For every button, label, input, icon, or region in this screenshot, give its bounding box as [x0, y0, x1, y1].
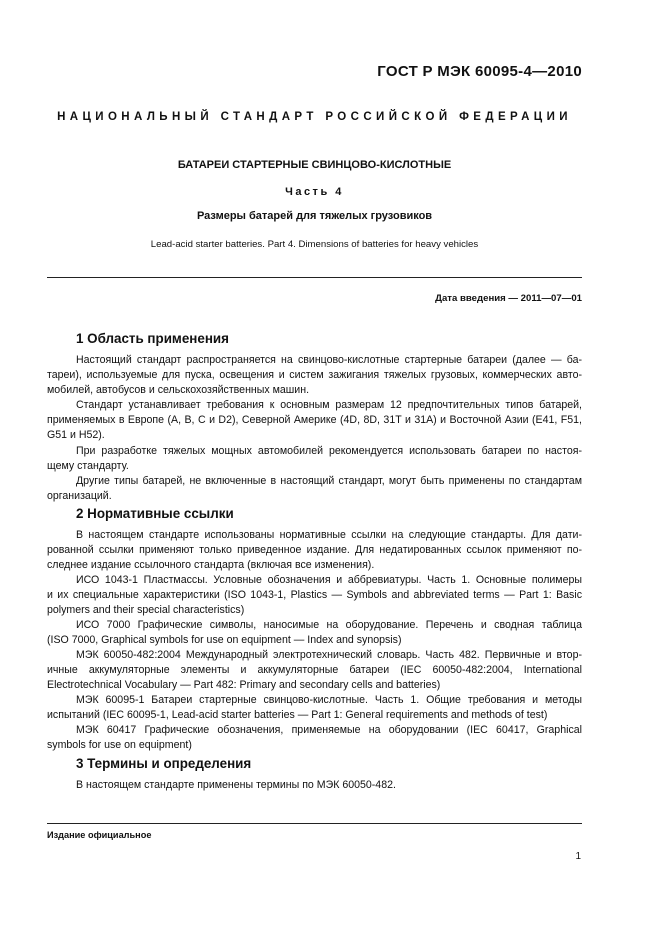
edition-label: Издание официальное — [47, 830, 152, 840]
text-line: ичные аккумуляторные элементы и аккумуляторные батареи (IEC 60050-482:2004, International — [47, 664, 582, 677]
text-line: G51 и Н52). — [47, 429, 105, 442]
text-line: (ISO 7000, Graphical symbols for use on equipment — Index and synopsis) — [47, 634, 402, 647]
footer-divider — [47, 823, 582, 824]
top-divider — [47, 277, 582, 278]
text-line: испытаний (IEC 60095-1, Lead-acid starter batteries — Part 1: General requirements and methods of test) — [47, 709, 548, 722]
document-subtitle: Размеры батарей для тяжелых грузовиков — [196, 210, 433, 222]
reference-iso-7000 — [47, 618, 582, 648]
section2-heading: 2 Нормативные ссылки — [76, 506, 234, 521]
reference-iso-1043-1 — [47, 573, 582, 618]
section1-paragraph-1 — [47, 353, 582, 398]
section1-paragraph-3 — [47, 444, 582, 474]
text-line: ИСО 7000 Графические символы, наносимые на оборудование. Перечень и сводная таблица — [76, 619, 582, 631]
text-line: щему стандарту. — [47, 460, 129, 473]
english-title: Lead-acid starter batteries. Part 4. Dimensions of batteries for heavy vehicles — [150, 239, 479, 250]
text-line: Настоящий стандарт распространяется на свинцово-кислотные стартерные батареи (далее — ба- — [76, 354, 582, 366]
section1-heading: 1 Область применения — [76, 331, 229, 346]
document-title: БАТАРЕИ СТАРТЕРНЫЕ СВИНЦОВО-КИСЛОТНЫЕ — [177, 159, 452, 171]
text-line: рованной ссылки применяют только приведенное издание. Для недатированных ссылок применяют по- — [47, 544, 582, 557]
text-line: МЭК 60417 Графические обозначения, применяемые на оборудовании (IEC 60417, Graphical — [76, 724, 582, 736]
text-line: мобилей, автобусов и сельскохозяйственных машин. — [47, 384, 310, 397]
section3-heading: 3 Термины и определения — [76, 756, 252, 771]
text-line: следнее издание ссылочного стандарта (включая все изменения). — [47, 559, 375, 572]
text-line: В настоящем стандарте применены термины по МЭК 60050-482. — [76, 779, 396, 791]
text-line: и их специальные характеристики (ISO 1043-1, Plastics — Symbols and abbreviated terms — Part 1: Basic — [47, 589, 582, 602]
gost-code: ГОСТ Р МЭК 60095-4—2010 — [377, 63, 582, 80]
text-line: применяемых в Европе (А, В, С и D2), Северной Америке (4D, 8D, 31T и 31А) и Восточной Азии (Е41, F51, — [47, 414, 582, 427]
date-introduced: Дата введения — 2011—07—01 — [435, 293, 582, 304]
text-line: Electrotechnical Vocabulary — Part 482: Primary and secondary cells and batteries) — [47, 679, 441, 692]
section1-paragraph-2 — [47, 398, 582, 443]
text-line: организаций. — [47, 490, 112, 503]
text-line: Стандарт устанавливает требования к основным размерам 12 предпочтительных типов батарей, — [76, 399, 582, 411]
section1-paragraph-4 — [47, 474, 582, 504]
text-line: В настоящем стандарте использованы нормативные ссылки на следующие стандарты. Для дати- — [76, 529, 582, 541]
text-line: symbols for use on equipment) — [47, 739, 192, 752]
text-line: МЭК 60095-1 Батареи стартерные свинцово-кислотные. Часть 1. Общие требования и методы — [76, 694, 582, 706]
document-part: Часть 4 — [285, 186, 344, 198]
section3-paragraph-1 — [47, 778, 582, 793]
text-line: тареи), используемые для пуска, освещения и систем зажигания тяжелых грузовых, коммерческих авто- — [47, 369, 582, 382]
reference-iec-60417 — [47, 723, 582, 753]
text-line: ИСО 1043-1 Пластмассы. Условные обозначения и аббревиатуры. Часть 1. Основные полимеры — [76, 574, 582, 586]
national-standard-banner: НАЦИОНАЛЬНЫЙ СТАНДАРТ РОССИЙСКОЙ ФЕДЕРАЦИИ — [57, 111, 572, 123]
text-line: МЭК 60050-482:2004 Международный электротехнический словарь. Часть 482. Первичные и втор- — [76, 649, 582, 661]
text-line: polymers and their special characteristics) — [47, 604, 245, 617]
text-line: При разработке тяжелых мощных автомобилей рекомендуется использовать батареи по настоя- — [76, 445, 582, 457]
reference-iec-60050-482 — [47, 648, 582, 693]
page-number: 1 — [575, 851, 581, 862]
section2-paragraph-1 — [47, 528, 582, 573]
text-line: Другие типы батарей, не включенные в настоящий стандарт, могут быть применены по стандартам — [76, 475, 582, 487]
reference-iec-60095-1 — [47, 693, 582, 723]
